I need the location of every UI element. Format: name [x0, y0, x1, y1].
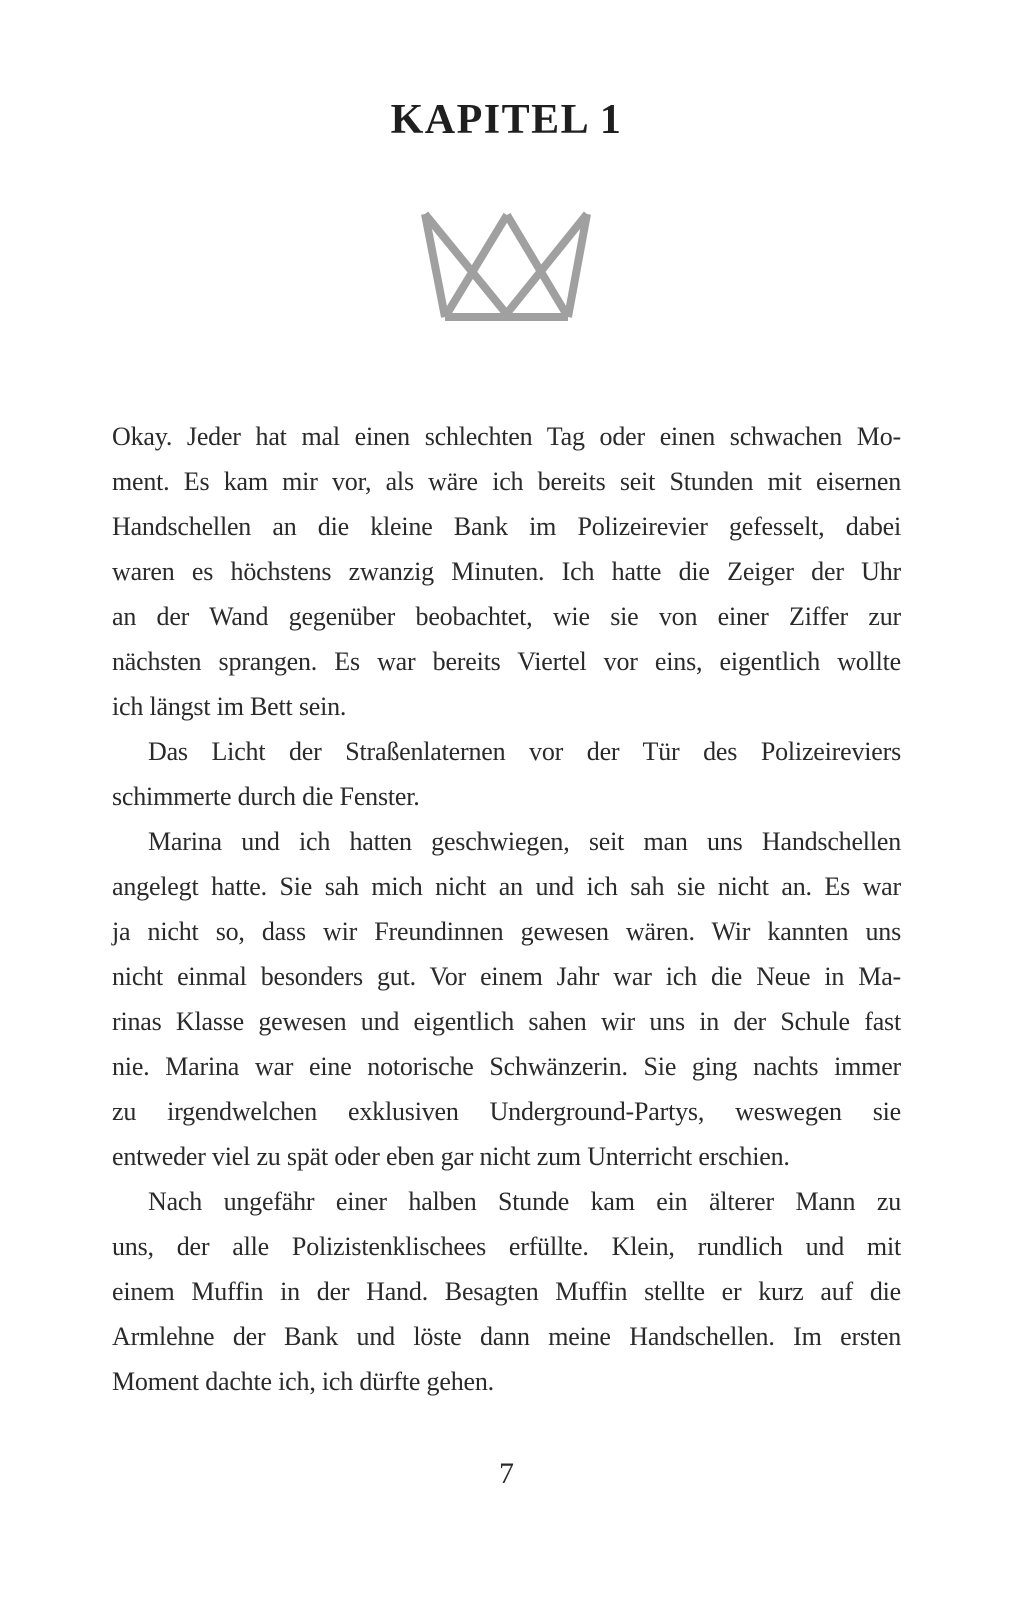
- text-line: nicht einmal besonders gut. Vor einem Jahr war ich die Neue in Ma-: [112, 962, 901, 991]
- text-line: ment. Es kam mir vor, als wäre ich bereits seit Stunden mit eisernen: [112, 467, 901, 496]
- text-line: an der Wand gegenüber beobachtet, wie sie von einer Ziffer zur: [112, 602, 901, 631]
- text-line: nie. Marina war eine notorische Schwänzerin. Sie ging nachts immer: [112, 1052, 901, 1081]
- chapter-heading: KAPITEL 1: [390, 97, 623, 143]
- text-line: zu irgendwelchen exklusiven Underground-Partys, weswegen sie: [112, 1097, 901, 1126]
- page-number: 7: [499, 1457, 514, 1490]
- crown-icon: [421, 211, 591, 321]
- text-line: Armlehne der Bank und löste dann meine Handschellen. Im ersten: [112, 1322, 901, 1351]
- text-line: entweder viel zu spät oder eben gar nicht zum Unterricht erschien.: [112, 1142, 790, 1171]
- text-line: Okay. Jeder hat mal einen schlechten Tag oder einen schwachen Mo-: [112, 422, 901, 451]
- text-line: waren es höchstens zwanzig Minuten. Ich hatte die Zeiger der Uhr: [112, 557, 901, 586]
- text-line: einem Muffin in der Hand. Besagten Muffin stellte er kurz auf die: [112, 1277, 901, 1306]
- text-line: ich längst im Bett sein.: [112, 692, 347, 721]
- text-line: Handschellen an die kleine Bank im Polizeirevier gefesselt, dabei: [112, 512, 901, 541]
- text-line: uns, der alle Polizistenklischees erfüllte. Klein, rundlich und mit: [112, 1232, 901, 1261]
- text-line: schimmerte durch die Fenster.: [112, 782, 420, 811]
- text-line: nächsten sprangen. Es war bereits Viertel vor eins, eigentlich wollte: [112, 647, 901, 676]
- text-line: angelegt hatte. Sie sah mich nicht an und ich sah sie nicht an. Es war: [112, 872, 901, 901]
- text-line: rinas Klasse gewesen und eigentlich sahen wir uns in der Schule fast: [112, 1007, 901, 1036]
- text-line: Marina und ich hatten geschwiegen, seit man uns Handschellen: [148, 827, 901, 856]
- text-line: Nach ungefähr einer halben Stunde kam ein älterer Mann zu: [148, 1187, 901, 1216]
- text-line: Moment dachte ich, ich dürfte gehen.: [112, 1367, 494, 1396]
- text-line: ja nicht so, dass wir Freundinnen gewesen wären. Wir kannten uns: [112, 917, 901, 946]
- text-block: [112, 414, 901, 1404]
- text-line: Das Licht der Straßenlaternen vor der Tür des Polizeireviers: [148, 737, 901, 766]
